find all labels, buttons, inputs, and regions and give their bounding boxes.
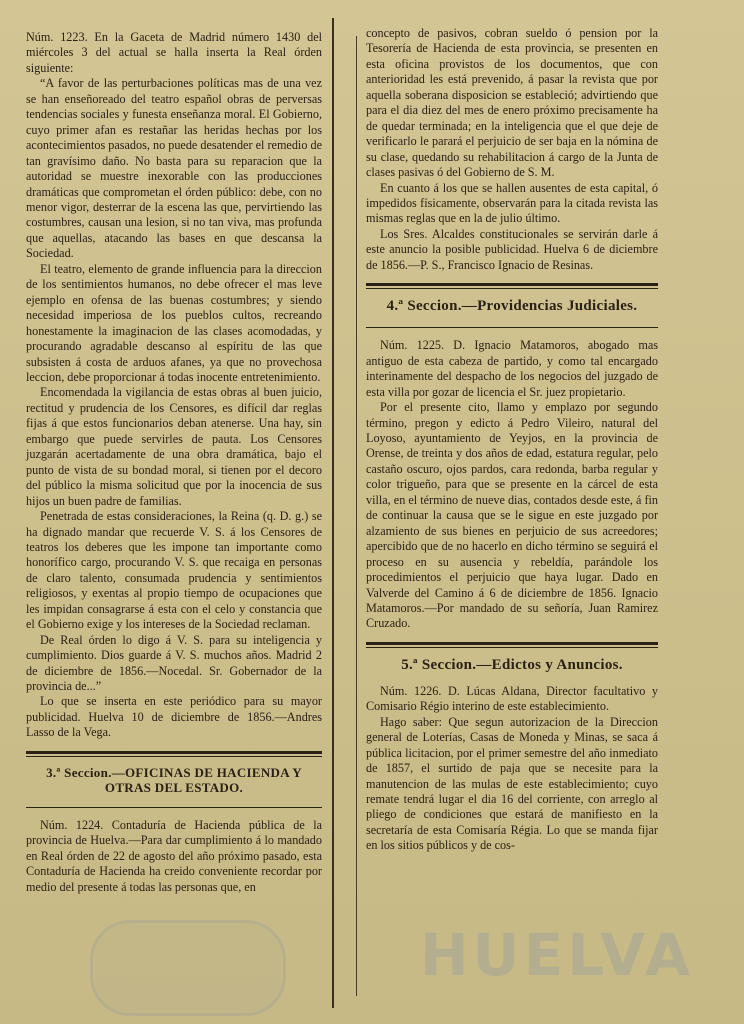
- notice-1224-signature: Los Sres. Alcaldes constitucionales se servirán darle á este anuncio la posible publicidad. Huelva 6 de diciembre de 1856.—P. S., Francisco Ignacio de Resinas.: [366, 226, 658, 272]
- royal-order-paragraph-1: “A favor de las perturbaciones políticas mas de una vez se han enseñoreado del teatro español obras de perversas tendencias sociales y funesta enseñanza moral. El Gobierno, cuyo primer afan es restañar las heridas hechas por los acontecimientos pasados, no puede desatender el remedio de tan gravísimo daño. No basta para su reparacion que la autoridad se muestre inexorable con las producciones dramáticas que comprometan el órden público: debe, con no menor vigor, desterrar de la escena las que, pervirtiendo las costumbres, causan una lesion, si no tan viva, mas profunda que aquellas, atacando las bases en que descansa la Sociedad.: [26, 76, 322, 261]
- royal-order-paragraph-4: Penetrada de estas consideraciones, la Reina (q. D. g.) se ha dignado mandar que recuerde V. S. á los Censores de teatros los deberes que les impone tan importante como honorífico cargo, procurando V. S. que recaiga en personas de claro talento, consumada prudencia y sentimientos religiosos, y exentas al propio tiempo de ocupaciones que les impidan consagrarse á esta con el celo y constancia que el Gobierno exige y los intereses de la Sociedad reclaman.: [26, 509, 322, 632]
- archive-watermark: HUELVA: [420, 921, 695, 989]
- section-4-heading: 4.ª Seccion.—Providencias Judiciales.: [386, 298, 638, 315]
- column-divider: [332, 18, 334, 1008]
- notice-1223-intro: Núm. 1223. En la Gaceta de Madrid número 1430 del miércoles 3 del actual se halla inserta la Real órden siguiente:: [26, 30, 322, 75]
- notice-1226-intro: Núm. 1226. D. Lúcas Aldana, Director facultativo y Comisario Régio interino de este establecimiento.: [366, 683, 658, 714]
- section-rule-thin: [26, 807, 322, 808]
- notice-1223-signature: Lo que se inserta en este periódico para su mayor publicidad. Huelva 10 de diciembre de 1856.—Andres Lasso de la Vega.: [26, 694, 322, 740]
- notice-1226-text: Hago saber: Que segun autorizacion de la Direccion general de Loterías, Casas de Moneda y Minas, se saca á pública licitacion, por el primer semestre del año inmediato de 1857, el surtido de paja que se necesite para la manutencion de las mulas de este establecimiento; cuyo remate tendrá lugar el dia 16 del corriente, con arreglo al pliego de condiciones que estará de manifiesto en la secretaría de esta Comisaría Régia. Lo que se manda fijar en los sitios públicos y de cos-: [366, 714, 658, 853]
- section-rule: [366, 642, 658, 648]
- section-rule: [366, 283, 658, 289]
- royal-order-closing: De Real órden lo digo á V. S. para su inteligencia y cumplimiento. Dios guarde á V. S. muchos años. Madrid 2 de diciembre de 1856.—Nocedal. Sr. Gobernador de la provincia de...”: [26, 632, 322, 694]
- section-3-heading: 3.ª Seccion.—OFICINAS DE HACIENDA Y OTRAS DEL ESTADO.: [46, 764, 302, 795]
- left-column: [26, 30, 322, 895]
- section-rule: [26, 751, 322, 757]
- column-divider-secondary: [356, 36, 357, 996]
- right-column: [366, 26, 658, 854]
- section-5-heading: 5.ª Seccion.—Edictos y Anuncios.: [401, 656, 623, 673]
- archive-seal-watermark: [90, 920, 286, 1016]
- notice-1224-text: Núm. 1224. Contaduría de Hacienda pública de la provincia de Huelva.—Para dar cumplimiento á lo mandado en Real órden de 22 de agosto del año próximo pasado, esta Contaduría de Hacienda ha creido conveniente recordar por medio del presente á todas las personas que, en: [26, 817, 322, 894]
- notice-1225-edict: Por el presente cito, llamo y emplazo por segundo término, pregon y edicto á Pedro Vileiro, natural del Loyoso, ayuntamiento de Yeyjos, en la provincia de Orense, de treinta y dos años de edad, estatura regular, pelo castaño oscuro, ojos pardos, cara redonda, barba regular y color trigueño, para que se presente en la cárcel de esta villa, en el término de nueve dias, contados desde este, á fin de continuar la causa que se le sigue en este juzgado por alzamiento de sus bienes en perjuicio de sus acreedores; apercibido que de no hacerlo en dicho término se seguirá el proceso en su ausencia y rebeldía, parándole los procedimientos el perjuicio que haya lugar. Dado en Valverde del Camino á 6 de diciembre de 1856. Ignacio Matamoros.—Por mandado de su señoría, Juan Ramirez Cruzado.: [366, 400, 658, 631]
- notice-1225-intro: Núm. 1225. D. Ignacio Matamoros, abogado mas antiguo de esta cabeza de partido, y como tal encargado interinamente del despacho de los negocios del juzgado de esta villa por gozar de licencia el Sr. juez propietario.: [366, 338, 658, 399]
- royal-order-paragraph-2: El teatro, elemento de grande influencia para la direccion de los sentimientos humanos, no debe ofrecer el mas leve ejemplo en ofensa de las buenas costumbres; y siendo necesidad imperiosa de los pueblos cultos, recreando honestamente la imaginacion de las clases acomodadas, y procurando agradable descanso al espíritu de las que subsisten á costa de arduos afanes, ya que no provechosa leccion, debe proporcionar á todas inocente entretenimiento.: [26, 261, 322, 384]
- royal-order-paragraph-3: Encomendada la vigilancia de estas obras al buen juicio, rectitud y prudencia de los Censores, es difícil dar reglas fijas á que estos funcionarios deban atenerse. Una hay, sin embargo que puede servirles de pauta. Los Censores juzgarán acertadamente de una obra dramática, bajo el punto de vista de su bondad moral, si tienen por el decoro del público la misma solicitud que por la inocencia de sus hijos un buen padre de familias.: [26, 385, 322, 508]
- notice-1224-continued: concepto de pasivos, cobran sueldo ó pension por la Tesorería de Hacienda de esta provincia, se presenten en esta oficina provistos de los documentos, que con anterioridad les está prevenido, á pasar la revista que por aquella soberana disposicion se estableció; advirtiendo que para el dia diez del mes de enero próximo precisamente ha de quedar terminada; en la inteligencia que el que deje de verificarlo le parará el perjuicio de ser baja en la nómina de su clase, quedando su rehabilitacion á cargo de la Junta de clases pasivas ó del Gobierno de S. M.: [366, 26, 658, 180]
- section-rule-thin: [366, 327, 658, 328]
- notice-1224-absentees: En cuanto á los que se hallen ausentes de esta capital, ó impedidos físicamente, observarán para la citada revista las mismas reglas que en la de julio último.: [366, 180, 658, 226]
